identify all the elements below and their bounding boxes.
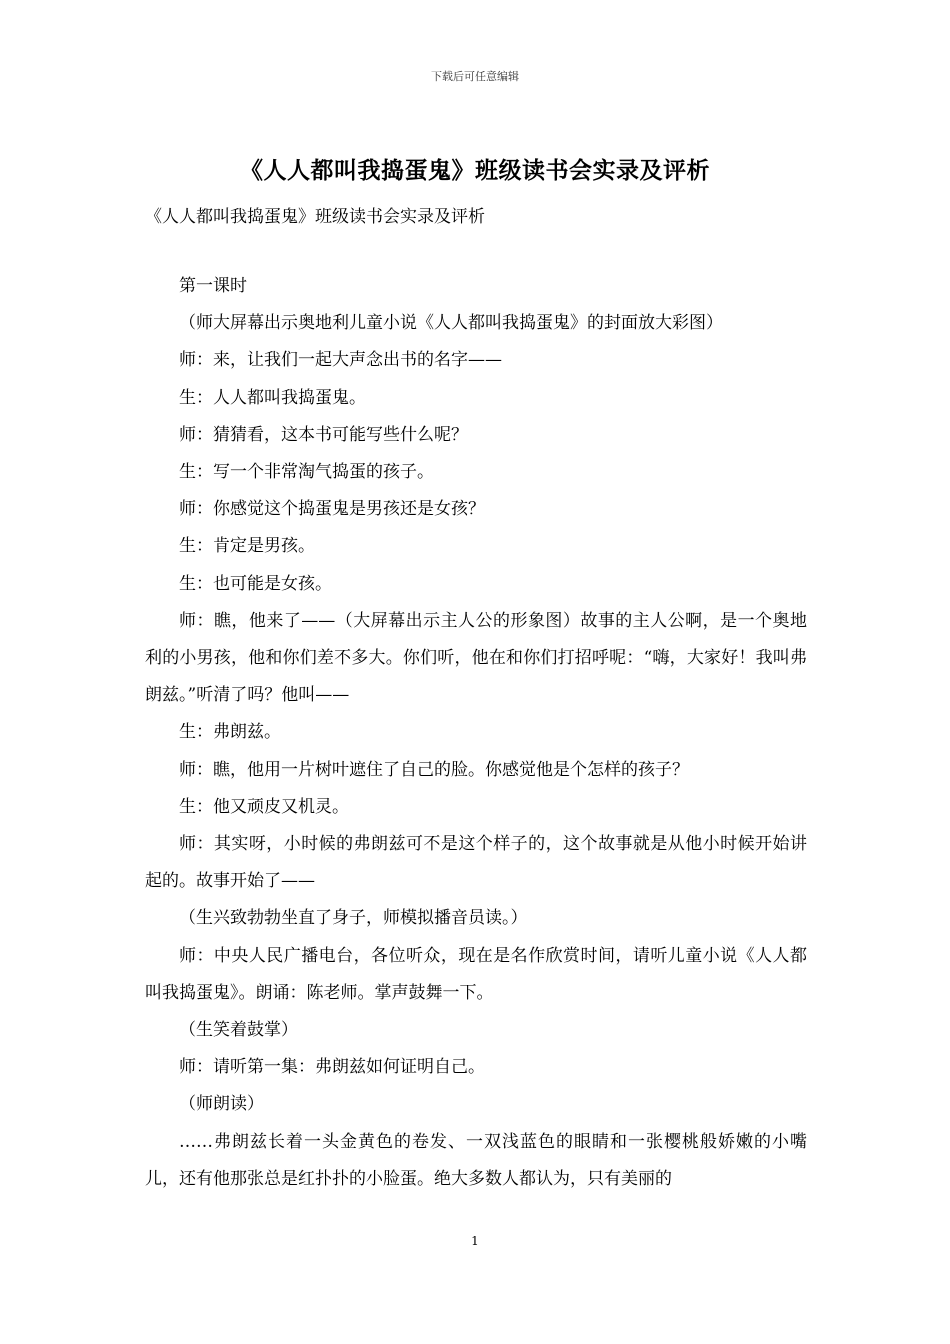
document-body [145,268,807,1198]
paragraph: 师：你感觉这个捣蛋鬼是男孩还是女孩？ [179,499,485,520]
paragraph: 生：也可能是女孩。 [179,573,332,594]
paragraph: 师：猜猜看，这本书可能写些什么呢？ [179,424,468,445]
paragraph: 生：写一个非常淘气捣蛋的孩子。 [179,462,434,483]
paragraph: 生：弗朗兹。 [179,722,281,743]
paragraph: 生：他又顽皮又机灵。 [179,796,349,817]
paragraph: （师朗读） [179,1094,264,1115]
paragraph: （生兴致勃勃坐直了身子，师模拟播音员读。） [179,908,528,929]
paragraph: 生：人人都叫我捣蛋鬼。 [179,387,366,408]
paragraph: 师：瞧，他用一片树叶遮住了自己的脸。你感觉他是个怎样的孩子？ [179,759,689,780]
paragraph: （师大屏幕出示奥地利儿童小说《人人都叫我捣蛋鬼》的封面放大彩图） [179,313,723,334]
paragraph: 师：其实呀，小时候的弗朗兹可不是这个样子的，这个故事就是从他小时候开始讲起的。故事开始了—— [145,834,807,892]
document-title: 《人人都叫我捣蛋鬼》班级读书会实录及评析 [240,157,710,184]
page-number: 1 [471,1234,479,1248]
paragraph: （生笑着鼓掌） [179,1020,298,1041]
paragraph: 师：来，让我们一起大声念出书的名字—— [179,350,502,371]
paragraph: 师：瞧，他来了——（大屏幕出示主人公的形象图）故事的主人公啊，是一个奥地利的小男孩，他和你们差不多大。你们听，他在和你们打招呼呢：“嗨，大家好！我叫弗朗兹。”听清了吗？他叫—— [145,610,807,706]
paragraph: 师：请听第一集：弗朗兹如何证明自己。 [179,1057,485,1078]
paragraph: 生：肯定是男孩。 [179,536,315,557]
paragraph: 第一课时 [179,276,247,296]
document-subtitle: 《人人都叫我捣蛋鬼》班级读书会实录及评析 [145,207,485,227]
paragraph: ……弗朗兹长着一头金黄色的卷发、一双浅蓝色的眼睛和一张樱桃般娇嫩的小嘴儿，还有他那张总是红扑扑的小脸蛋。绝大多数人都认为，只有美丽的 [145,1131,807,1189]
page-header: 下载后可任意编辑 [431,70,519,83]
paragraph: 师：中央人民广播电台，各位听众，现在是名作欣赏时间，请听儿童小说《人人都叫我捣蛋鬼》。朗诵：陈老师。掌声鼓舞一下。 [145,945,807,1003]
